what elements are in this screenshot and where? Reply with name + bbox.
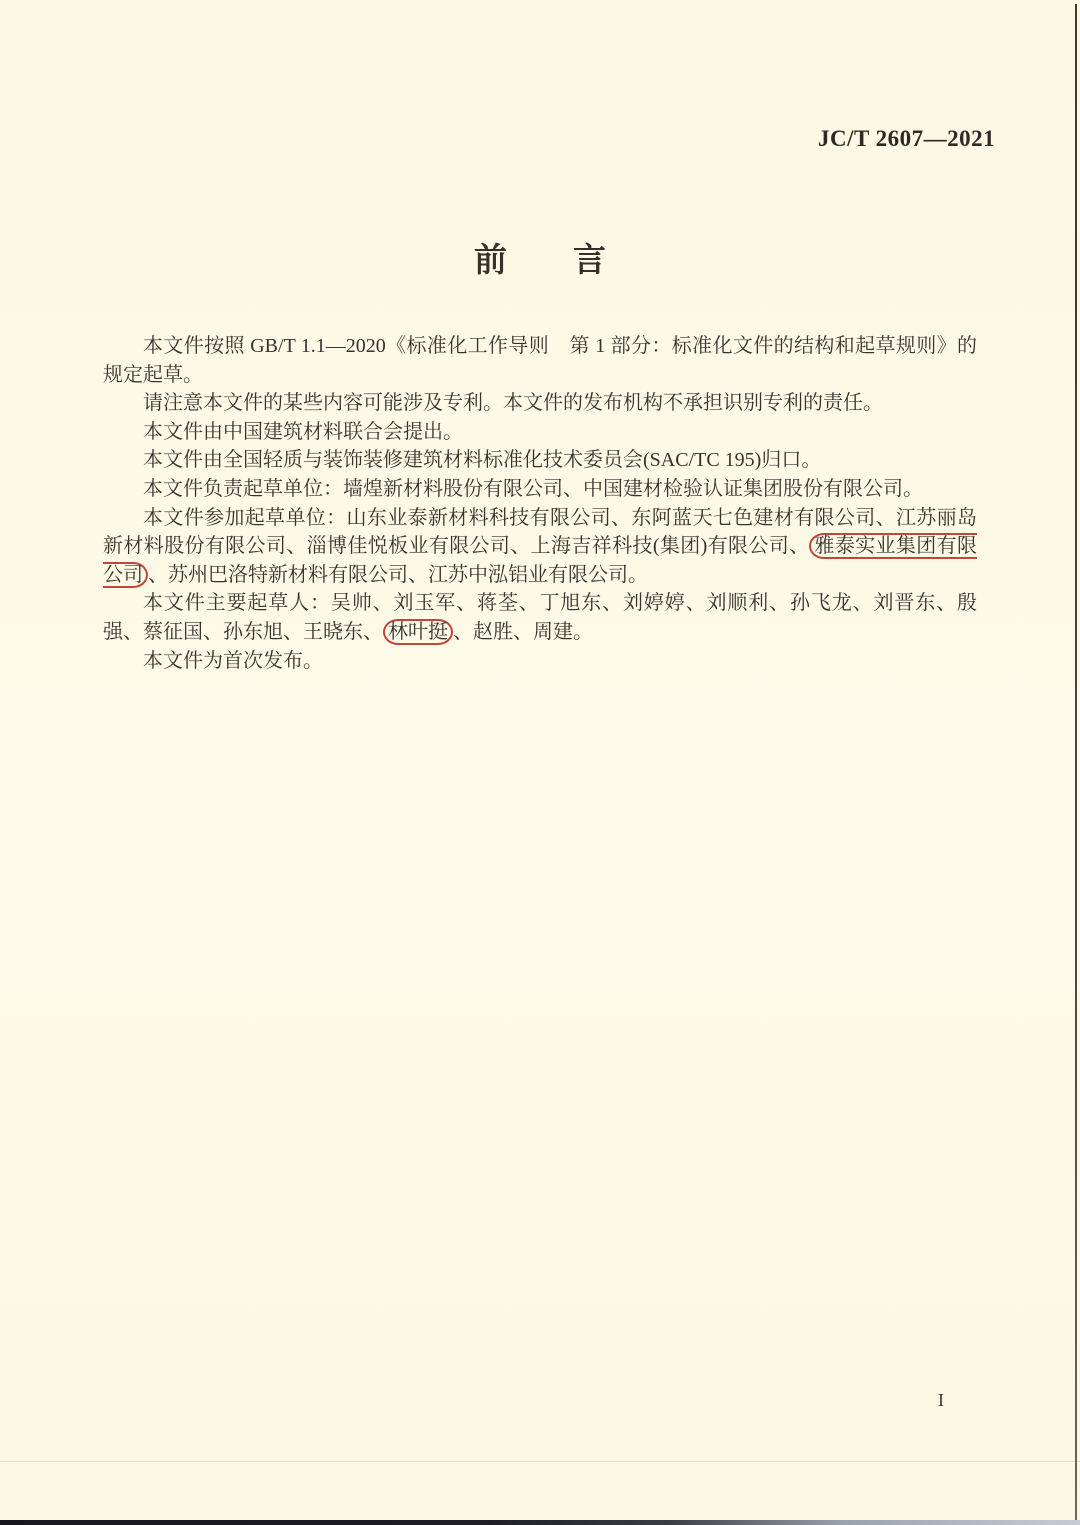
paragraph-main-drafters (103, 589, 977, 646)
participating-units-text-before: 本文件参加起草单位：山东业泰新材料科技有限公司、东阿蓝天七色建材有限公司、江苏丽岛新材料股份有限公司、淄博佳悦板业有限公司、上海吉祥科技(集团)有限公司、 (103, 506, 977, 558)
standard-number: JC/T 2607—2021 (818, 126, 996, 151)
red-circle-annotation-company: 雅泰实业集团有限公司 (103, 535, 978, 586)
paragraph-participating-units (103, 504, 977, 590)
paragraph-drafting-basis: 本文件按照 GB/T 1.1—2020《标准化工作导则 第 1 部分：标准化文件的结构和起草规则》的规定起草。 (103, 335, 977, 386)
page-number: I (938, 1390, 944, 1410)
red-circle-annotation-person: 林叶挺 (383, 619, 453, 645)
foreword-body (103, 332, 977, 675)
drafters-text-before: 本文件主要起草人：吴帅、刘玉军、蒋荃、丁旭东、刘婷婷、刘顺利、孙飞龙、刘晋东、殷强、蔡征国、孙东旭、王晓东、 (103, 592, 977, 643)
paragraph-committee: 本文件由全国轻质与装饰装修建筑材料标准化技术委员会(SAC/TC 195)归口。 (143, 449, 822, 472)
paragraph-first-issue: 本文件为首次发布。 (143, 649, 323, 672)
paragraph-patent-notice: 请注意本文件的某些内容可能涉及专利。本文件的发布机构不承担识别专利的责任。 (143, 392, 883, 415)
participating-units-text-after: 、苏州巴洛特新材料有限公司、江苏中泓铝业有限公司。 (148, 563, 648, 586)
page-bottom-edge (0, 1520, 1080, 1525)
drafters-text-after: 、赵胜、周建。 (453, 620, 593, 643)
page-right-edge (1075, 4, 1077, 1525)
scan-artifact-line (0, 1461, 1080, 1462)
foreword-title: 前 言 (474, 243, 606, 279)
paragraph-responsible-units: 本文件负责起草单位：墙煌新材料股份有限公司、中国建材检验认证集团股份有限公司。 (143, 477, 923, 500)
paragraph-proposed-by: 本文件由中国建筑材料联合会提出。 (143, 420, 463, 443)
